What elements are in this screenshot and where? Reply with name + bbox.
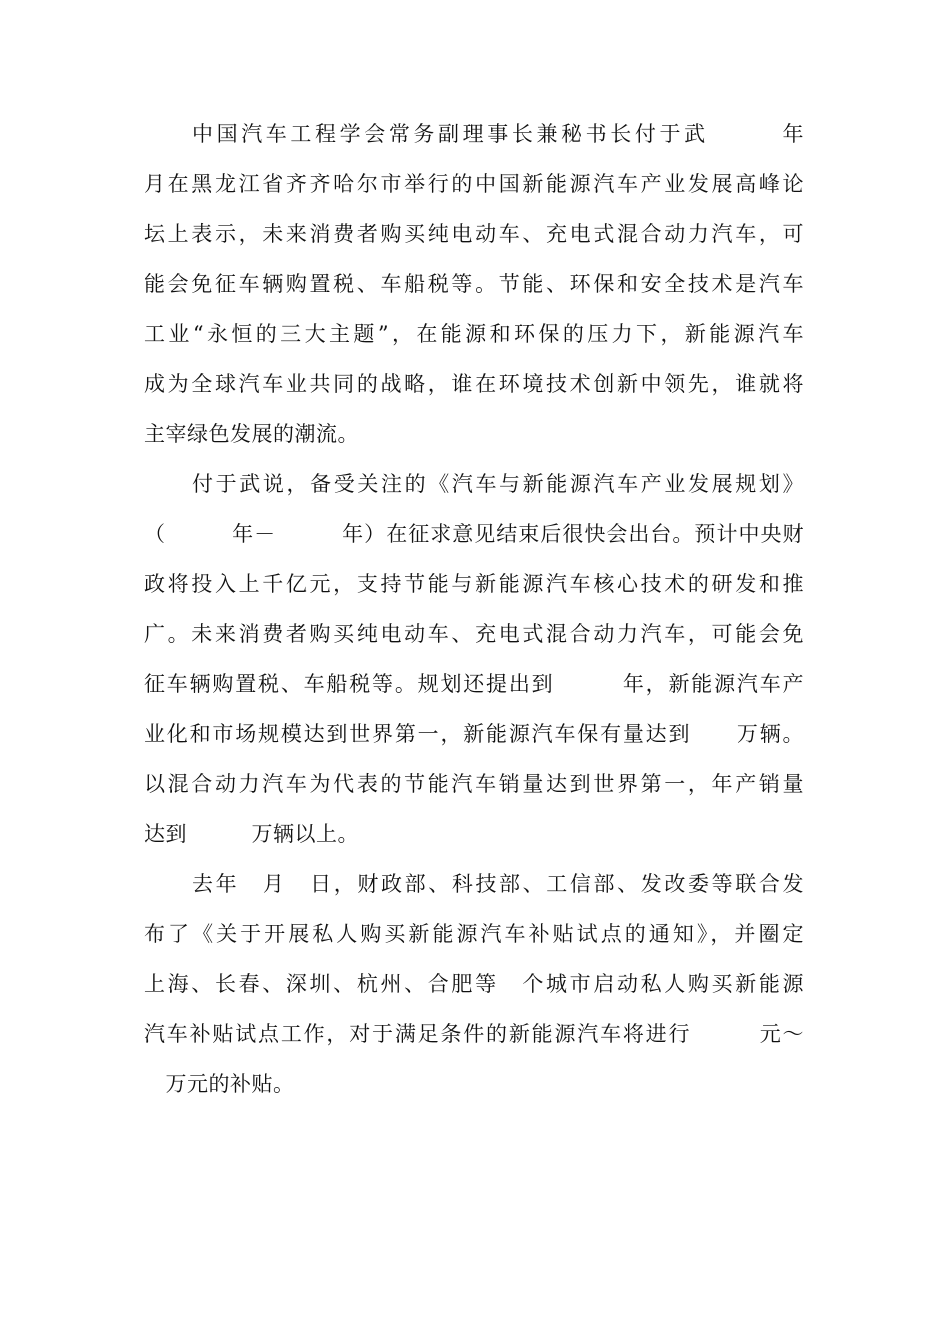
paragraph-1-line-5: 工业“永恒的三大主题”，在能源和环保的压力下，新能源汽车 bbox=[144, 322, 804, 346]
paragraph-1-line-2: 月在黑龙江省齐齐哈尔市举行的中国新能源汽车产业发展高峰论 bbox=[144, 172, 804, 196]
paragraph-2-line-6: 业化和市场规模达到世界第一，新能源汽车保有量达到 万辆。 bbox=[144, 722, 804, 746]
paragraph-3-line-4: 汽车补贴试点工作，对于满足条件的新能源汽车将进行 元～ bbox=[144, 1022, 804, 1046]
paragraph-1-line-3: 坛上表示，未来消费者购买纯电动车、充电式混合动力汽车，可 bbox=[144, 222, 804, 246]
paragraph-3-line-1: 去年 月 日，财政部、科技部、工信部、发改委等联合发 bbox=[192, 872, 804, 896]
paragraph-1-line-7: 主宰绿色发展的潮流。 bbox=[144, 422, 359, 446]
paragraph-3-line-3: 上海、长春、深圳、杭州、合肥等 个城市启动私人购买新能源 bbox=[144, 972, 804, 996]
paragraph-3-line-2: 布了《关于开展私人购买新能源汽车补贴试点的通知》，并圈定 bbox=[144, 922, 804, 946]
paragraph-2-line-4: 广。未来消费者购买纯电动车、充电式混合动力汽车，可能会免 bbox=[144, 622, 804, 646]
paragraph-2-line-7: 以混合动力汽车为代表的节能汽车销量达到世界第一，年产销量 bbox=[144, 772, 804, 796]
paragraph-3-line-5: 万元的补贴。 bbox=[144, 1072, 295, 1096]
paragraph-2-line-2: （ 年－ 年）在征求意见结束后很快会出台。预计中央财 bbox=[144, 522, 804, 546]
paragraph-1-line-6: 成为全球汽车业共同的战略，谁在环境技术创新中领先，谁就将 bbox=[144, 372, 804, 396]
paragraph-2-line-8: 达到 万辆以上。 bbox=[144, 822, 359, 846]
paragraph-1-line-4: 能会免征车辆购置税、车船税等。节能、环保和安全技术是汽车 bbox=[144, 272, 804, 296]
paragraph-2-line-3: 政将投入上千亿元，支持节能与新能源汽车核心技术的研发和推 bbox=[144, 572, 804, 596]
paragraph-2-line-1: 付于武说，备受关注的《汽车与新能源汽车产业发展规划》 bbox=[192, 472, 804, 496]
paragraph-2-line-5: 征车辆购置税、车船税等。规划还提出到 年，新能源汽车产 bbox=[144, 672, 804, 696]
paragraph-1-line-1: 中国汽车工程学会常务副理事长兼秘书长付于武 年 bbox=[192, 122, 804, 146]
